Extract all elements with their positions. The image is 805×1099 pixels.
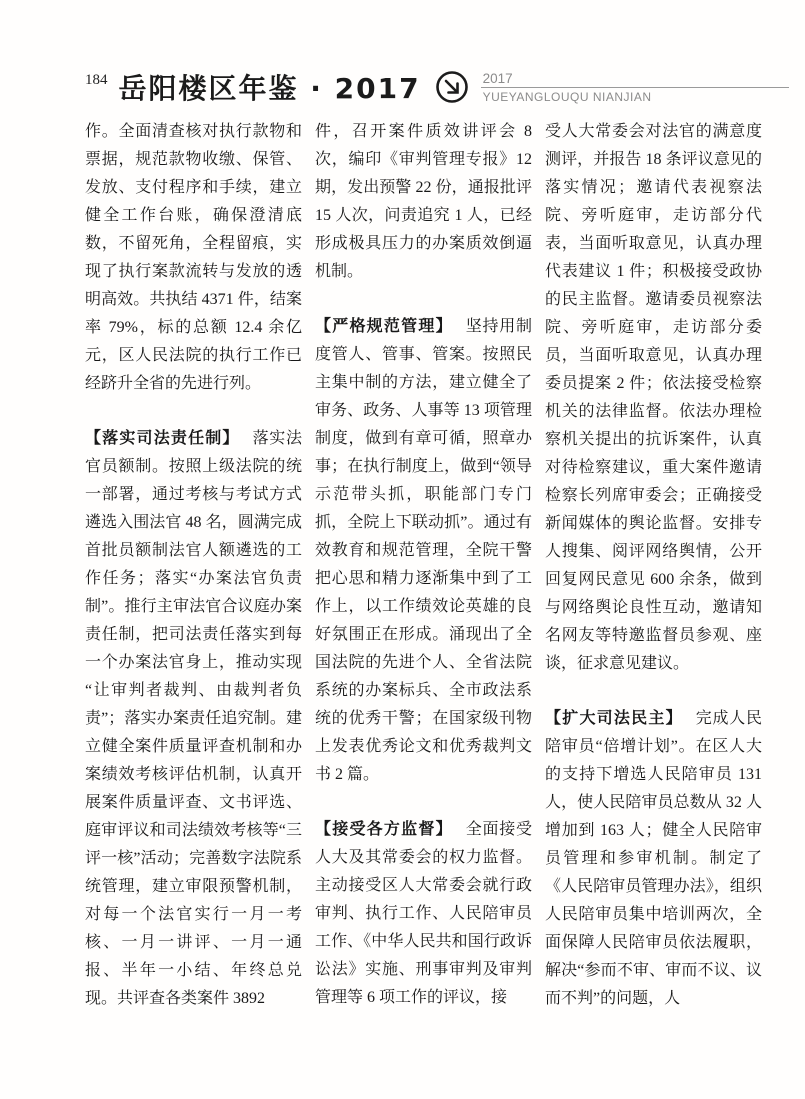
entry-text: 全面接受人大及其常委会的权力监督。主动接受区人大常委会就行政审判、执行工作、人民陪审员工作、《中华人民共和国行政诉讼法》实施、刑事审判及审判管理等 6 项工作的评议，接 [315,821,532,1006]
header-year: 2017 [482,70,513,86]
text-column-2 [315,118,532,1013]
entry-text: 完成人民陪审员“倍增计划”。在区人大的支持下增选人民陪审员 131 人，使人民陪审员总数从 32 人增加到 163 人；健全人民陪审员管理和参审机制。制定了《人民陪审员管理办法》，组织人民陪审员集中培训两次，全面保障人民陪审员依法履职，解决“参而不审、审而不议、议而不判”的问题，人 [545,710,762,1007]
header-year-block [481,71,789,104]
header-rule [481,87,789,88]
entry-yange-guifan-guanli [315,312,532,789]
arrow-down-right-circle-icon [435,70,469,104]
entry-heading: 【扩大司法民主】 [545,708,683,727]
text-column-1 [85,118,302,1013]
entry-luoshi-sifa-zerenzhi [85,424,302,1013]
entry-heading: 【接受各方监督】 [315,819,453,838]
entry-heading: 【落实司法责任制】 [85,428,240,447]
entry-text: 落实法官员额制。按照上级法院的统一部署，通过考核与考试方式遴选入围法官 48 名，圆满完成首批员额制法官人额遴选的工作任务；落实“办案法官负责制”。推行主审法官合议庭办案责任制，把司法责任落实到每一个办案法官身上，推动实现“让审判者裁判、由裁判者负责”；落实办案责任追究制。建立健全案件质量评查机制和办案绩效考核评估机制，认真开展案件质量评查、文书评选、庭审评议和司法绩效考核等“三评一核”活动；完善数字法院系统管理，建立审限预警机制，对每一个法官实行一月一考核、一月一讲评、一月一通报、半年一小结、年终总兑现。共评查各类案件 3892 [85,430,302,1007]
paragraph-continuation: 件，召开案件质效讲评会 8 次，编印《审判管理专报》12 期，发出预警 22 份，通报批评 15 人次，问责追究 1 人，已经形成极具压力的办案质效倒逼机制。 [315,123,532,280]
page-body [85,118,761,1013]
entry-jieshou-gefang-jiandu [315,815,532,1012]
header-pinyin: YUEYANGLOUQU NIANJIAN [482,89,652,104]
paragraph-continuation: 作。全面清查核对执行款物和票据，规范款物收缴、保管、发放、支付程序和手续，建立健全工作台账，确保澄清底数，不留死角，全程留痕，实现了执行案款流转与发放的透明高效。共执结 4371 件，结案率 79%，标的总额 12.4 余亿元，区人民法院的执行工作已经跻升全省的先进行列。 [85,123,302,392]
entry-kuoda-sifa-minzhu [545,704,762,1013]
entry-heading: 【严格规范管理】 [315,316,453,335]
page-title: 岳阳楼区年鉴 · 2017 [118,72,421,105]
page-header [85,64,789,110]
page-number: 184 [85,72,108,88]
entry-text: 坚持用制度管人、管事、管案。按照民主集中制的方法，建立健全了审务、政务、人事等 13 项管理制度，做到有章可循，照章办事；在执行制度上，做到“领导示范带头抓，职能部门专门抓，全院上下联动抓”。通过有效教育和规范管理，全院干警把心思和精力逐渐集中到了工作上，以工作绩效论英雄的良好氛围正在形成。涌现出了全国法院的先进个人、全省法院系统的办案标兵、全市政法系统的优秀干警；在国家级刊物上发表优秀论文和优秀裁判文书 2 篇。 [315,318,532,783]
paragraph-continuation: 受人大常委会对法官的满意度测评，并报告 18 条评议意见的落实情况；邀请代表视察法院、旁听庭审，走访部分代表，当面听取意见，认真办理代表建议 1 件；积极接受政协的民主监督。邀请委员视察法院、旁听庭审，走访部分委员，当面听取意见，认真办理委员提案 2 件；依法接受检察机关的法律监督。依法办理检察机关提出的抗诉案件，认真对待检察建议，重大案件邀请检察长列席审委会；正确接受新闻媒体的舆论监督。安排专人搜集、阅评网络舆情，公开回复网民意见 600 余条，做到与网络舆论良性互动，邀请知名网友等特邀监督员参观、座谈，征求意见建议。 [545,123,762,672]
text-column-3 [545,118,762,1013]
